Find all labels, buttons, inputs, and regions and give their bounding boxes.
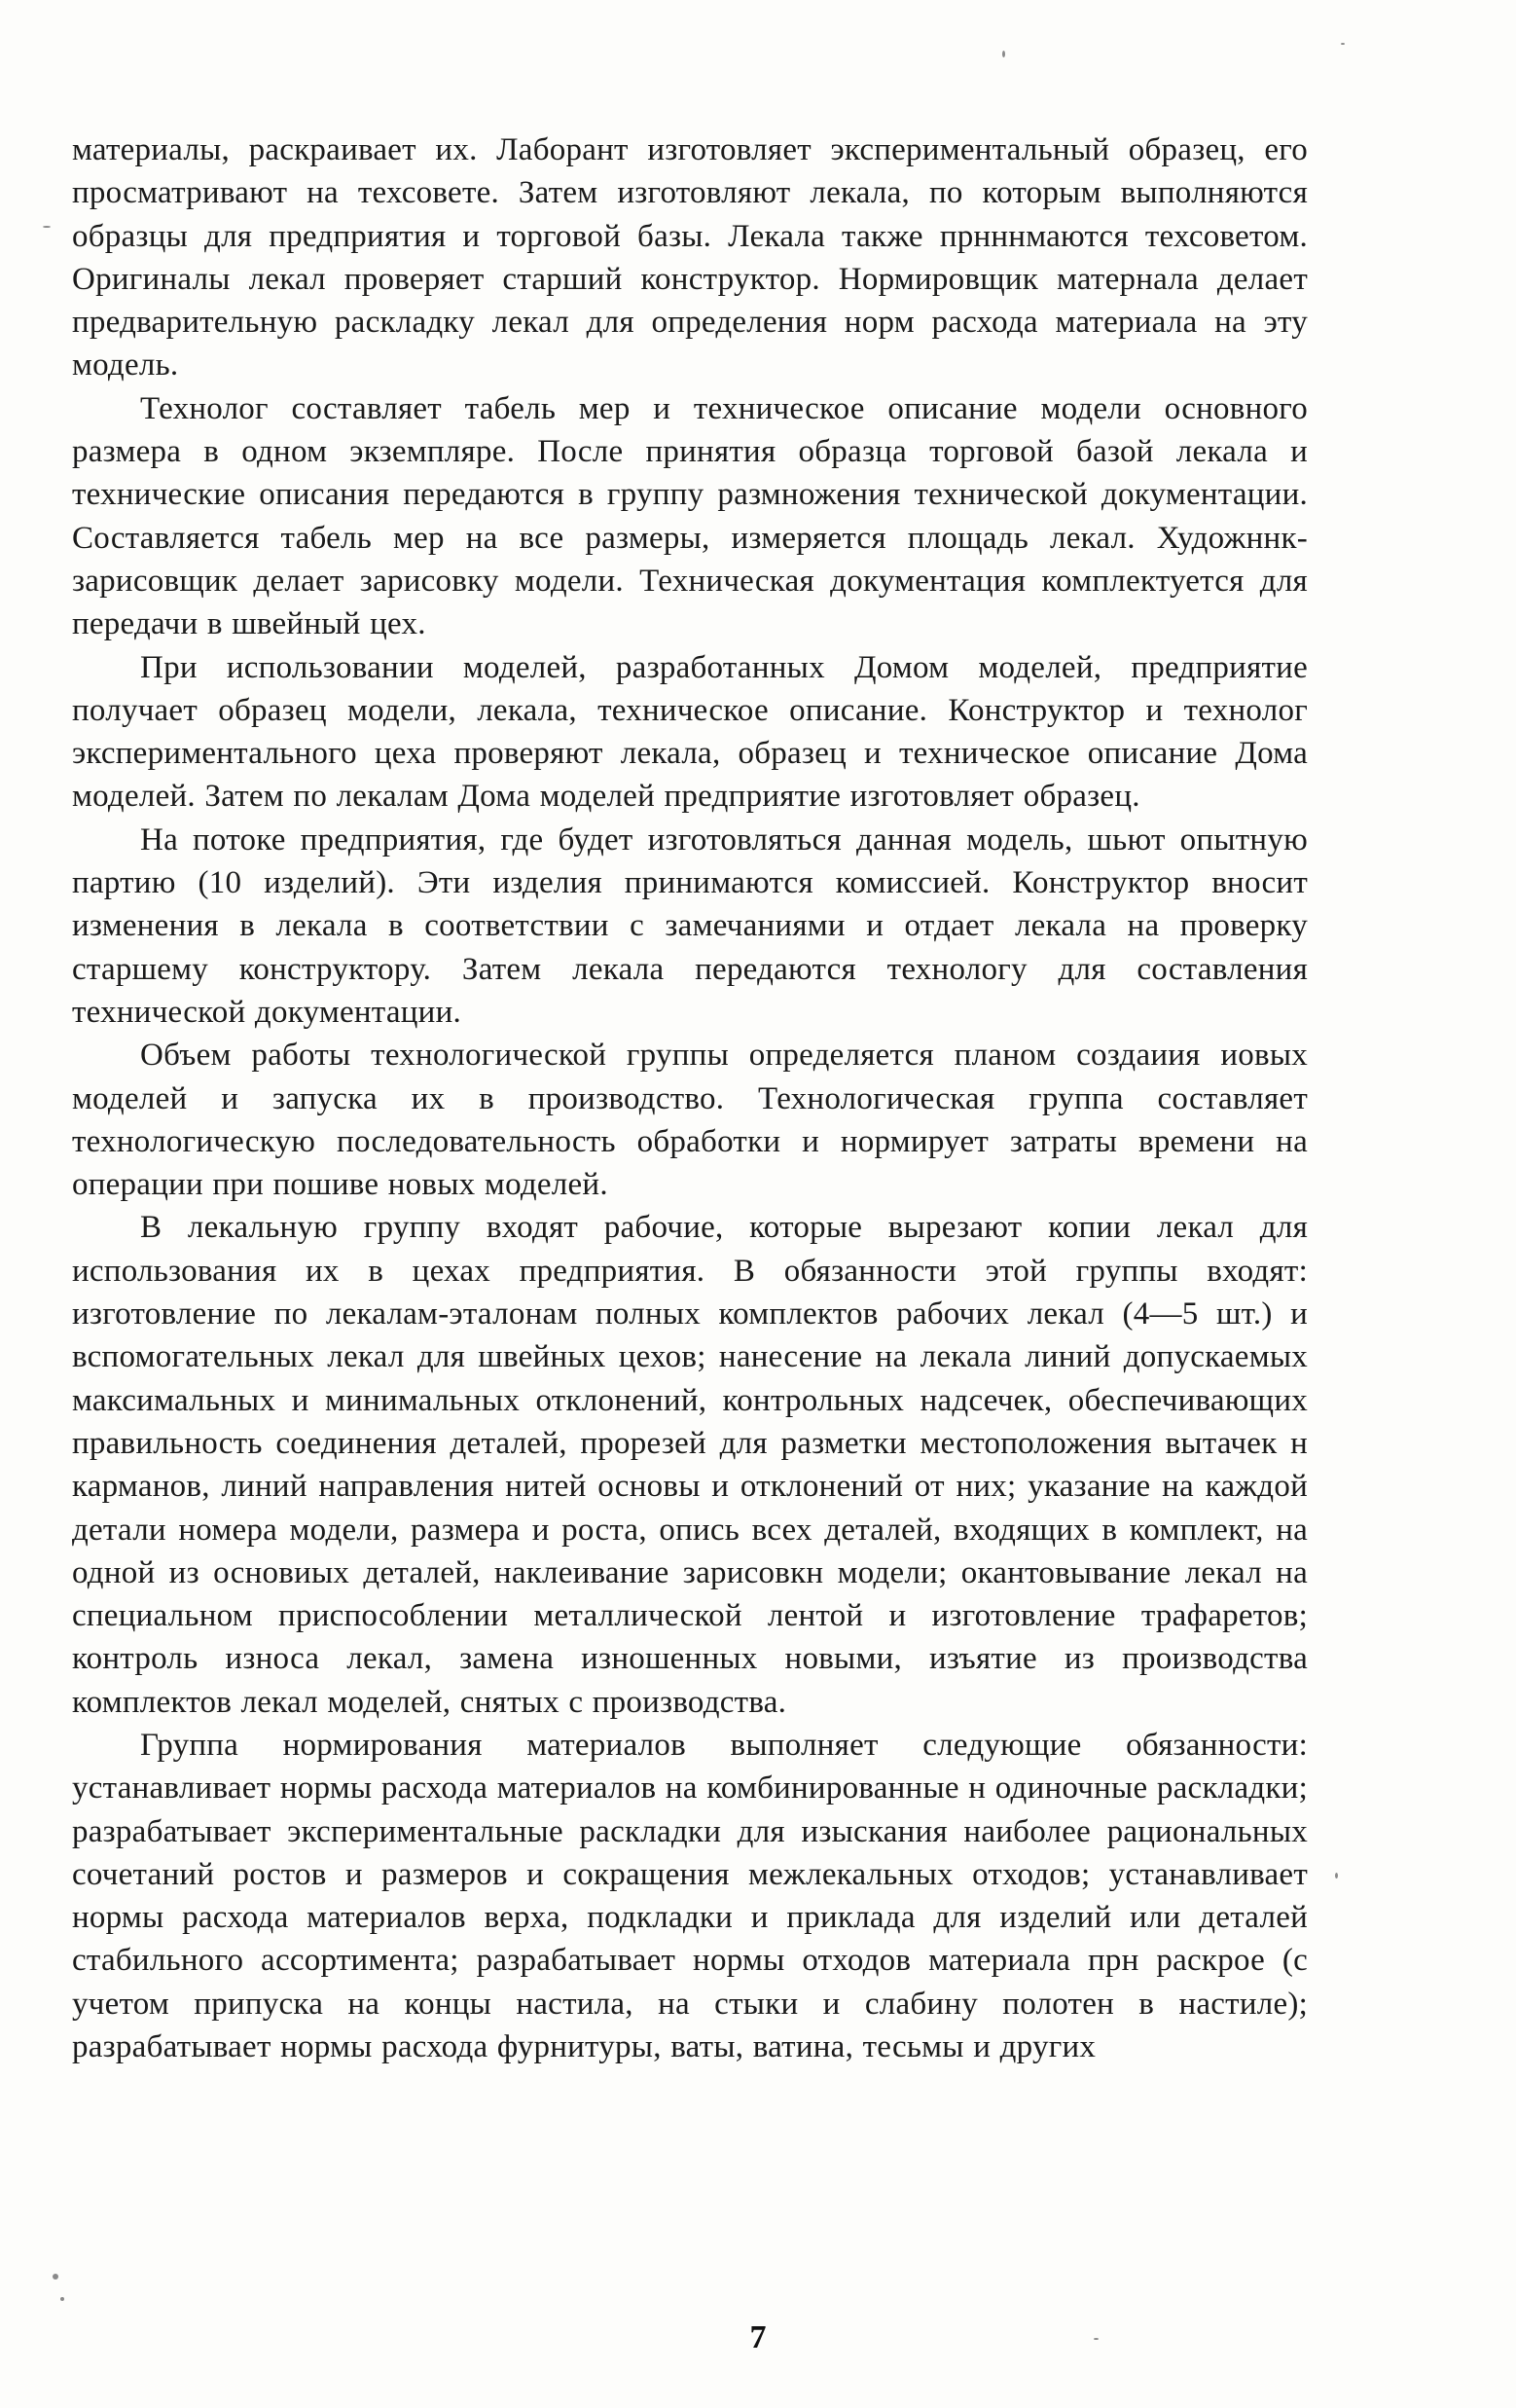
- paragraph: При использовании моделей, разработанных Домом моделей, предприятие получает образец модели, лекала, техническое описание. Конструктор и технолог экспериментального цеха проверяют лекала, образец и техническое описание Дома моделей. Затем по лекалам Дома моделей предприятие изготовляет образец.: [72, 649, 1308, 815]
- scan-speck: [43, 226, 51, 228]
- scan-speck: [60, 2297, 64, 2301]
- paragraph: Группа нормирования материалов выполняет следующие обязанности: устанавливает нормы расхода материалов на комбинированные н одиночные раскладки; разрабатывает экспериментальные раскладки для изыскания наиболее рациональных сочетаний ростов и размеров и сокращения межлекальных отходов; устанавливает нормы расхода материалов верха, подкладки и приклада для изделий или деталей стабильного ассортимента; разрабатывает нормы отходов материала прн раскрое (с учетом припуска на концы настила, на стыки и слабину полотен в настиле); разрабатывает нормы расхода фурнитуры, ваты, ватина, тесьмы и других: [72, 1727, 1308, 2065]
- paragraph: Технолог составляет табель мер и техническое описание модели основного размера в одном экземпляре. После принятия образца торговой базой лекала и технические описания передаются в группу размножения технической документации. Составляется табель мер на все размеры, измеряется площадь лекал. Художннк-зарисовщик делает зарисовку модели. Техническая документация комплектуется для передачи в швейный цех.: [72, 390, 1308, 642]
- paragraph: На потоке предприятия, где будет изготовляться данная модель, шьют опытную партию (10 изделий). Эти изделия принимаются комиссией. Конструктор вносит изменения в лекала в соответствии с замечаниями и отдает лекала на проверку старшему конструктору. Затем лекала передаются технологу для составления технической документации.: [72, 821, 1308, 1030]
- body-text: [72, 128, 1308, 2068]
- scan-speck: [53, 2274, 58, 2280]
- paragraph: Объем работы технологической группы определяется планом создаиия иовых моделей и запуска их в производство. Технологическая группа составляет технологическую последовательность обработки и нормирует затраты времени на операции при пошиве новых моделей.: [72, 1038, 1308, 1203]
- scan-speck: [1094, 2338, 1099, 2340]
- paragraph: В лекальную группу входят рабочие, которые вырезают копии лекал для использования их в цехах предприятия. В обязанности этой группы входят: изготовление по лекалам-эталонам полных комплектов рабочих лекал (4—5 шт.) и вспомогательных лекал для швейных цехов; нанесение на лекала линий допускаемых максимальных и минимальных отклонений, контрольных надсечек, обеспечивающих правильность соединения деталей, прорезей для разметки местоположения вытачек н карманов, линий направления нитей основы и отклонений от них; указание на каждой детали номера модели, размера и роста, опись всех деталей, входящих в комплект, на одной из основиых деталей, наклеивание зарисовкн модели; окантовывание лекал на специальном приспособлении металлической лентой и изготовление трафаретов; контроль износа лекал, замена изношенных новыми, изъятие из производства комплектов лекал моделей, снятых с производства.: [72, 1210, 1308, 1720]
- scan-speck: [1335, 1873, 1338, 1879]
- page-number: 7: [749, 2319, 767, 2355]
- scan-speck: [1002, 51, 1005, 57]
- scan-speck: [1341, 43, 1345, 45]
- paragraph: материалы, раскраивает их. Лаборант изготовляет экспериментальный образец, его просматривают на техсовете. Затем изготовляют лекала, по которым выполняются образцы для предприятия и торговой базы. Лекала также прнннмаются техсоветом. Оригиналы лекал проверяет старший конструктор. Нормировщик матернала делает предварительную раскладку лекал для определения норм расхода материала на эту модель.: [72, 132, 1308, 383]
